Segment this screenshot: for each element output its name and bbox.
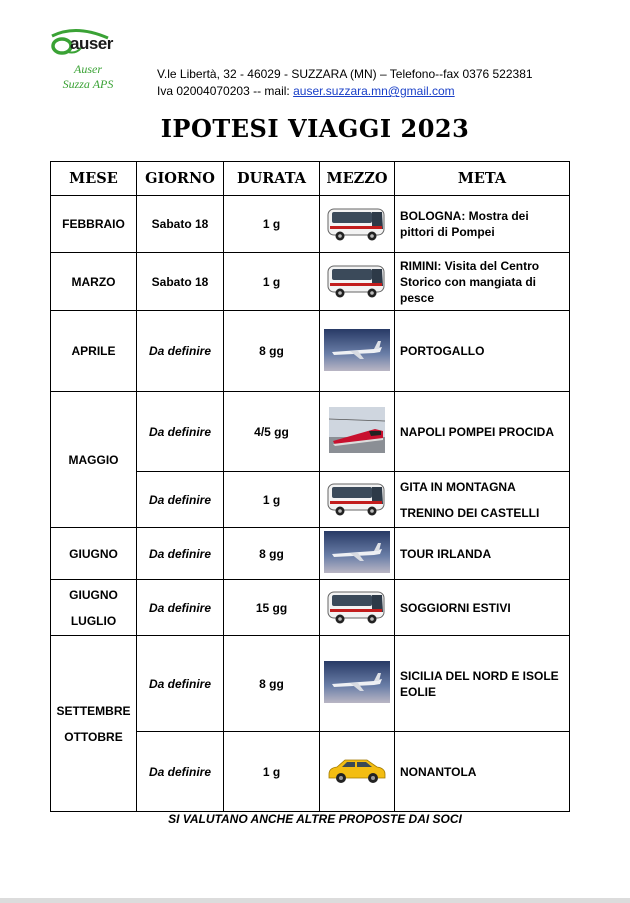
org-sub-line2: Suzza APS	[62, 77, 114, 91]
cell-durata: 8 gg	[224, 311, 320, 392]
cell-durata: 1 g	[224, 253, 320, 311]
cell-mese	[51, 580, 137, 636]
mese-line: SETTEMBRE	[56, 703, 131, 718]
header-giorno: GIORNO	[137, 162, 224, 196]
cell-mese: APRILE	[51, 311, 137, 392]
cell-meta	[395, 580, 570, 636]
org-name: auser	[70, 34, 113, 53]
meta-line: PORTOGALLO	[400, 344, 485, 358]
cell-durata: 8 gg	[224, 528, 320, 580]
table-row	[51, 311, 570, 392]
table-header-row	[51, 162, 570, 196]
table-row	[51, 392, 570, 472]
meta-line: SICILIA DEL NORD E ISOLE	[400, 668, 559, 683]
travel-table	[50, 161, 570, 812]
table-row	[51, 196, 570, 253]
cell-durata: 1 g	[224, 472, 320, 528]
cell-mezzo	[320, 472, 395, 528]
train-icon	[329, 407, 385, 453]
cell-giorno: Sabato 18	[137, 253, 224, 311]
cell-giorno: Da definire	[137, 311, 224, 392]
cell-mese: MARZO	[51, 253, 137, 311]
cell-mezzo	[320, 528, 395, 580]
mese-line: OTTOBRE	[64, 729, 123, 744]
cell-mese: FEBBRAIO	[51, 196, 137, 253]
cell-meta	[395, 392, 570, 472]
header-mese: MESE	[51, 162, 137, 196]
cell-durata: 15 gg	[224, 580, 320, 636]
cell-meta	[395, 636, 570, 732]
page-bottom-divider	[0, 898, 630, 903]
header-durata: DURATA	[224, 162, 320, 196]
cell-durata: 4/5 gg	[224, 392, 320, 472]
cell-meta	[395, 528, 570, 580]
meta-line: RIMINI: Visita del Centro	[400, 258, 540, 273]
org-sub-line1: Auser	[74, 62, 102, 76]
iva-mail-line	[157, 84, 455, 98]
meta-line: BOLOGNA: Mostra dei	[400, 209, 529, 223]
meta-line: EOLIE	[400, 684, 437, 699]
cell-giorno: Da definire	[137, 636, 224, 732]
cell-mezzo	[320, 311, 395, 392]
meta-line: SOGGIORNI ESTIVI	[400, 600, 511, 615]
table-row	[51, 253, 570, 311]
cell-giorno: Sabato 18	[137, 196, 224, 253]
table-row	[51, 636, 570, 732]
airplane-icon	[324, 329, 390, 371]
header-mezzo: MEZZO	[320, 162, 395, 196]
bus-icon	[326, 478, 388, 518]
email-link[interactable]: auser.suzzara.mn@gmail.com	[293, 84, 455, 98]
meta-line: GITA IN MONTAGNA	[400, 479, 516, 494]
cell-durata: 8 gg	[224, 636, 320, 732]
cell-mezzo	[320, 196, 395, 253]
cell-meta	[395, 311, 570, 392]
cell-giorno: Da definire	[137, 472, 224, 528]
mese-line: LUGLIO	[70, 613, 117, 628]
mese-line: GIUGNO	[69, 587, 118, 602]
meta-line: TOUR IRLANDA	[400, 546, 492, 561]
cell-mezzo	[320, 392, 395, 472]
cell-mese: GIUGNO	[51, 528, 137, 580]
table-row	[51, 528, 570, 580]
page-title: IPOTESI VIAGGI 2023	[160, 114, 470, 143]
cell-giorno: Da definire	[137, 732, 224, 812]
airplane-icon	[324, 531, 390, 573]
cell-mezzo	[320, 580, 395, 636]
cell-mezzo	[320, 732, 395, 812]
bus-icon	[326, 260, 388, 300]
cell-meta	[395, 472, 570, 528]
meta-line: Storico con mangiata di	[400, 274, 537, 289]
cell-meta	[395, 732, 570, 812]
cell-giorno: Da definire	[137, 528, 224, 580]
bus-icon	[326, 203, 388, 243]
airplane-icon	[324, 661, 390, 703]
cell-meta	[395, 253, 570, 311]
bus-icon	[326, 586, 388, 626]
cell-durata: 1 g	[224, 196, 320, 253]
car-icon	[325, 754, 389, 786]
address-line: V.le Libertà, 32 - 46029 - SUZZARA (MN) – Telefono--fax 0376 522381	[157, 67, 533, 81]
footer-note: SI VALUTANO ANCHE ALTRE PROPOSTE DAI SOCI	[168, 812, 462, 826]
meta-line: pittori di Pompei	[400, 225, 495, 239]
cell-mese	[51, 636, 137, 812]
meta-line: pesce	[400, 290, 435, 305]
iva-text: Iva 02004070203 -- mail:	[157, 84, 294, 98]
cell-meta	[395, 196, 570, 253]
meta-line: TRENINO DEI CASTELLI	[400, 505, 540, 520]
cell-mezzo	[320, 253, 395, 311]
header-meta: META	[395, 162, 570, 196]
cell-mese: MAGGIO	[51, 392, 137, 528]
cell-mezzo	[320, 636, 395, 732]
meta-line: NAPOLI POMPEI PROCIDA	[400, 424, 555, 439]
meta-line: NONANTOLA	[400, 764, 477, 779]
cell-giorno: Da definire	[137, 392, 224, 472]
table-row	[51, 580, 570, 636]
cell-durata: 1 g	[224, 732, 320, 812]
cell-giorno: Da definire	[137, 580, 224, 636]
